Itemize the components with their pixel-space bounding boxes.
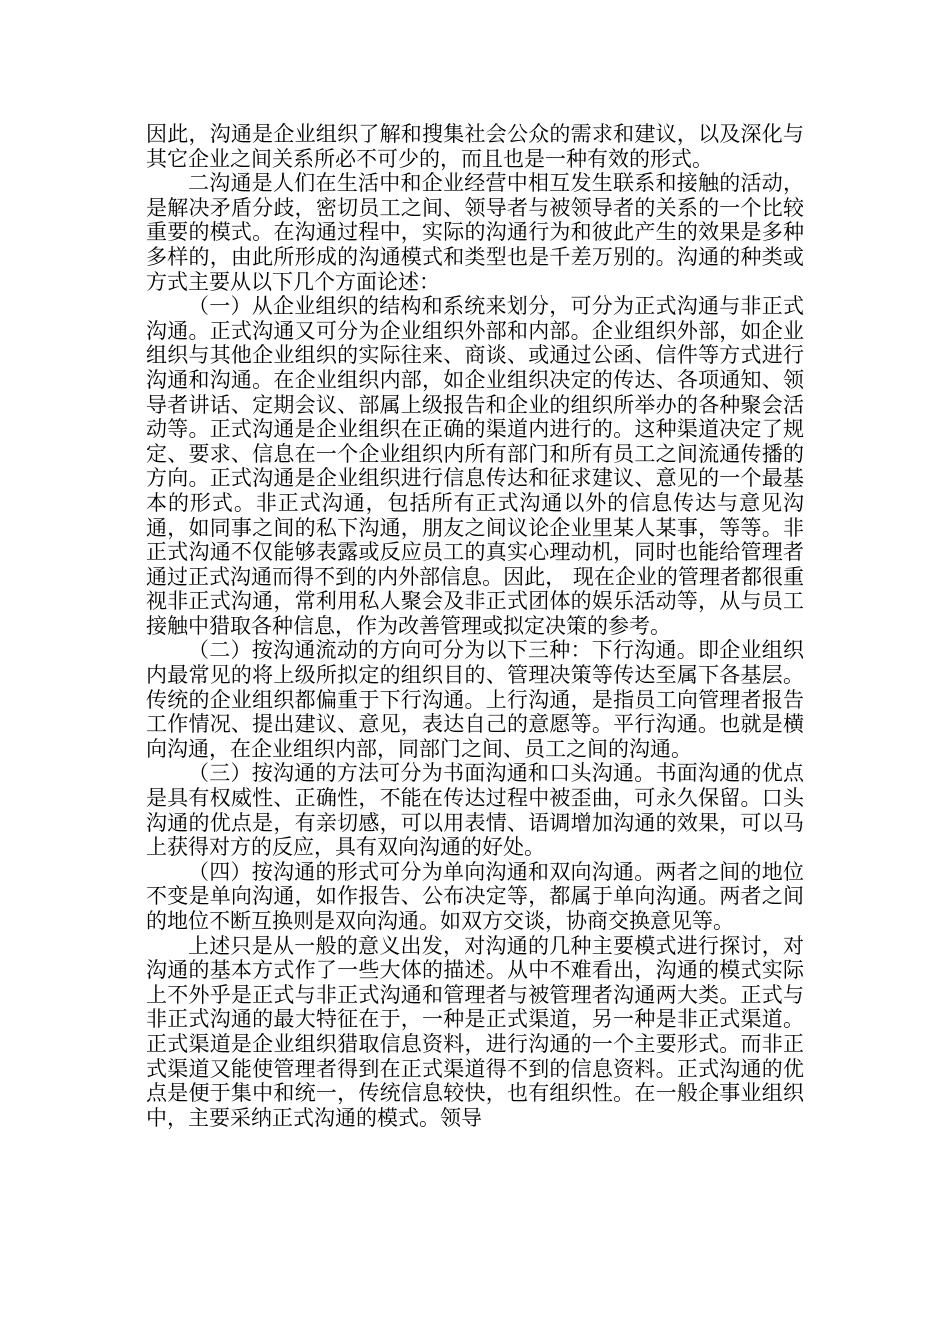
document-body <box>146 122 804 1130</box>
paragraph-section-2: （二）按沟通流动的方向可分为以下三种：下行沟通。即企业组织内最常见的将上级所拟定的组织目的、管理决策等传达至属下各基层。传统的企业组织都偏重于下行沟通。上行沟通，是指员工向管理者报告工作情况、提出建议、意见，表达自己的意愿等。平行沟通。也就是横向沟通，在企业组织内部，同部门之间、员工之间的沟通。 <box>146 638 804 761</box>
paragraph-section-1: （一）从企业组织的结构和系统来划分，可分为正式沟通与非正式沟通。正式沟通又可分为企业组织外部和内部。企业组织外部，如企业组织与其他企业组织的实际往来、商谈、或通过公函、信件等方式进行沟通和沟通。在企业组织内部，如企业组织决定的传达、各项通知、领导者讲话、定期会议、部属上级报告和企业的组织所举办的各种聚会活动等。正式沟通是企业组织在正确的渠道内进行的。这种渠道决定了规定、要求、信息在一个企业组织内所有部门和所有员工之间流通传播的方向。正式沟通是企业组织进行信息传达和征求建议、意见的一个最基本的形式。非正式沟通，包括所有正式沟通以外的信息传达与意见沟通，如同事之间的私下沟通，朋友之间议论企业里某人某事，等等。非正式沟通不仅能够表露或反应员工的真实心理动机，同时也能给管理者通过正式沟通而得不到的内外部信息。因此， 现在企业的管理者都很重视非正式沟通，常利用私人聚会及非正式团体的娱乐活动等，从与员工接触中猎取各种信息，作为改善管理或拟定决策的参考。 <box>146 294 804 638</box>
paragraph-communication-definition: 二沟通是人们在生活中和企业经营中相互发生联系和接触的活动，是解决矛盾分歧，密切员工之间、领导者与被领导者的关系的一个比较重要的模式。在沟通过程中，实际的沟通行为和彼此产生的效果是多种多样的，由此所形成的沟通模式和类型也是千差万别的。沟通的种类或方式主要从以下几个方面论述： <box>146 171 804 294</box>
paragraph-intro: 因此，沟通是企业组织了解和搜集社会公众的需求和建议，以及深化与其它企业之间关系所必不可少的，而且也是一种有效的形式。 <box>146 122 804 171</box>
paragraph-summary: 上述只是从一般的意义出发，对沟通的几种主要模式进行探讨，对沟通的基本方式作了一些大体的描述。从中不难看出，沟通的模式实际上不外乎是正式与非正式沟通和管理者与被管理者沟通两大类。正式与非正式沟通的最大特征在于，一种是正式渠道，另一种是非正式渠道。正式渠道是企业组织猎取信息资料，进行沟通的一个主要形式。而非正式渠道又能使管理者得到在正式渠道得不到的信息资料。正式沟通的优点是便于集中和统一，传统信息较快，也有组织性。在一般企事业组织中，主要采纳正式沟通的模式。领导 <box>146 933 804 1130</box>
paragraph-section-3: （三）按沟通的方法可分为书面沟通和口头沟通。书面沟通的优点是具有权威性、正确性，不能在传达过程中被歪曲，可永久保留。口头沟通的优点是，有亲切感，可以用表情、语调增加沟通的效果，可以马上获得对方的反应，具有双向沟通的好处。 <box>146 761 804 860</box>
paragraph-section-4: （四）按沟通的形式可分为单向沟通和双向沟通。两者之间的地位不变是单向沟通，如作报告、公布决定等，都属于单向沟通。两者之间的地位不断互换则是双向沟通。如双方交谈，协商交换意见等。 <box>146 859 804 933</box>
